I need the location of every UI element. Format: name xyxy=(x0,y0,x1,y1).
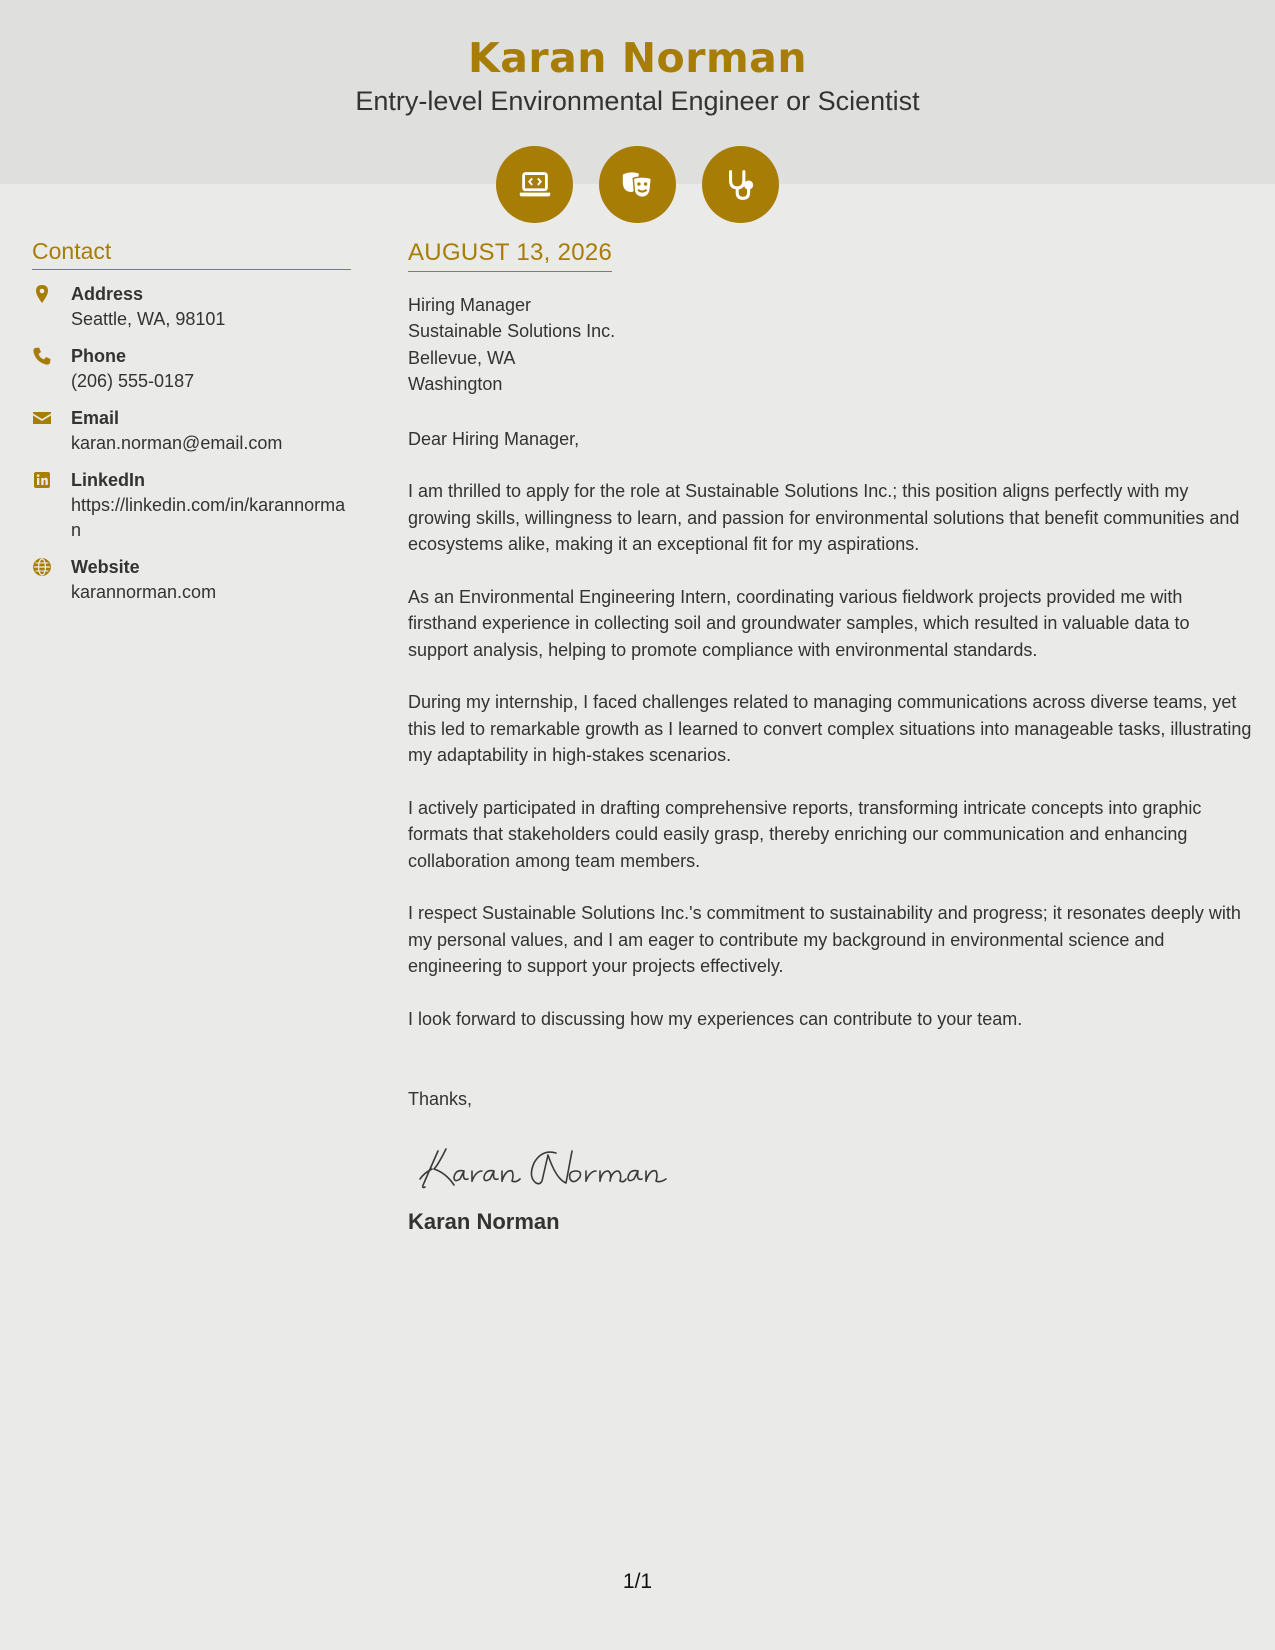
address-label: Address xyxy=(71,284,144,304)
website-label: Website xyxy=(71,557,140,577)
contact-phone xyxy=(32,344,351,394)
stethoscope-icon xyxy=(702,146,779,223)
laptop-code-icon xyxy=(496,146,573,223)
phone-label: Phone xyxy=(71,346,127,366)
page-number: 1/1 xyxy=(622,1570,653,1593)
recipient-line: Sustainable Solutions Inc. xyxy=(408,321,616,341)
applicant-name: Karan Norman xyxy=(467,34,808,82)
contact-section xyxy=(32,238,351,617)
theater-masks-icon xyxy=(599,146,676,223)
email-label: Email xyxy=(71,408,120,428)
recipient-line: Washington xyxy=(408,374,503,394)
letter-paragraph: During my internship, I faced challenges related to managing communications across diverse teams, yet this led to remarkable growth as I learned to convert complex situations into manageable tasks, illustrating my adaptability in high-stakes scenarios. xyxy=(408,692,1252,765)
phone-value[interactable]: (206) 555-0187 xyxy=(71,371,195,391)
signer-name: Karan Norman xyxy=(408,1208,560,1234)
recipient-line: Bellevue, WA xyxy=(408,347,516,368)
letter-date: AUGUST 13, 2026 xyxy=(408,240,612,272)
interest-icons xyxy=(496,146,779,223)
phone-icon xyxy=(32,344,71,394)
letter-paragraph: I respect Sustainable Solutions Inc.'s commitment to sustainability and progress; it resonates deeply with my personal values, and I am eager to contribute my background in environmental science and engineering to support your projects effectively. xyxy=(408,903,1241,976)
handwritten-signature xyxy=(416,1139,1253,1195)
letter-body xyxy=(408,240,1253,1235)
salutation: Dear Hiring Manager, xyxy=(408,428,580,449)
letter-paragraph: I look forward to discussing how my experiences can contribute to your team. xyxy=(408,1008,1023,1029)
map-pin-icon xyxy=(32,282,71,332)
envelope-icon xyxy=(32,406,71,456)
recipient-line: Hiring Manager xyxy=(408,294,532,315)
letter-paragraph: I actively participated in drafting comprehensive reports, transforming intricate concepts into graphic formats that stakeholders could easily grasp, thereby enriching our communication and enhancing collaboration among team members. xyxy=(408,797,1202,871)
website-value[interactable]: karannorman.com xyxy=(71,582,217,602)
linkedin-label: LinkedIn xyxy=(71,470,146,490)
contact-address xyxy=(32,282,351,332)
letter-paragraph: As an Environmental Engineering Intern, coordinating various fieldwork projects provided me with firsthand experience in collecting soil and groundwater samples, which resulted in valuable data to support analysis, helping to promote compliance with environmental standards. xyxy=(408,586,1190,660)
address-value: Seattle, WA, 98101 xyxy=(71,309,226,329)
letter-paragraph: I am thrilled to apply for the role at Sustainable Solutions Inc.; this position aligns perfectly with my growing skills, willingness to learn, and passion for environmental solutions that benefit communities and ecosystems alike, making it an exceptional fit for my aspirations. xyxy=(408,481,1240,554)
linkedin-value[interactable]: https://linkedin.com/in/karannorman xyxy=(71,495,346,540)
job-title: Entry-level Environmental Engineer or Scientist xyxy=(355,86,920,116)
contact-linkedin xyxy=(32,468,351,543)
globe-icon xyxy=(32,555,71,605)
email-value[interactable]: karan.norman@email.com xyxy=(71,433,283,453)
contact-website xyxy=(32,555,351,605)
linkedin-icon xyxy=(32,468,71,543)
closing: Thanks, xyxy=(408,1089,473,1109)
contact-email xyxy=(32,406,351,456)
recipient-block xyxy=(408,292,1253,398)
contact-heading: Contact xyxy=(32,238,351,270)
